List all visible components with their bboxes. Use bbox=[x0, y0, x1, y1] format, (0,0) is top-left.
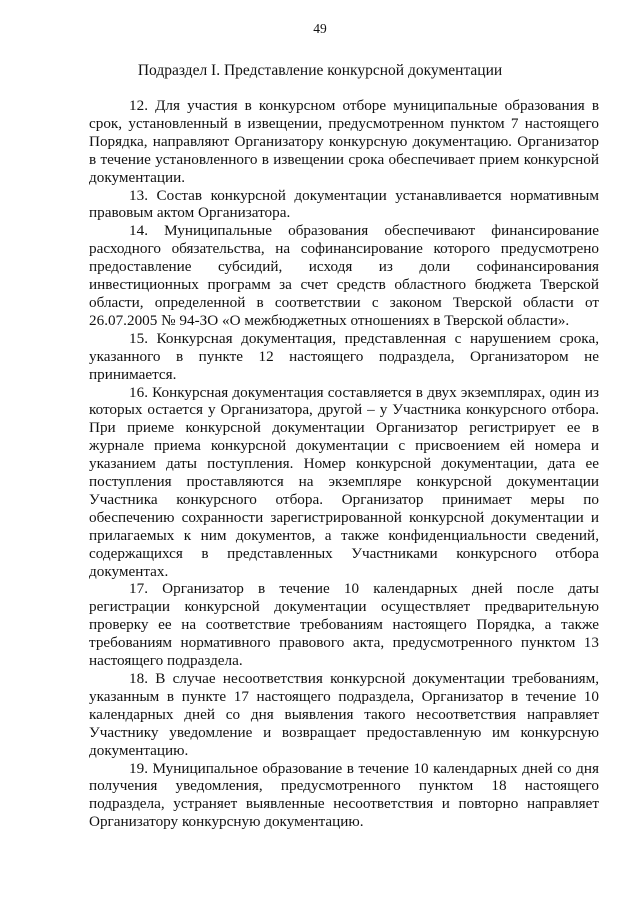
paragraph-14: 14. Муниципальные образования обеспечивают финансирование расходного обязательства, на софинансирование которого предусмотрено предоставление субсидий, исходя из доли софинансирования инвестиционных программ за счет средств областного бюджета Тверской области, определенной в соответствии с законом Тверской области от 26.07.2005 № 94-ЗО «О межбюджетных отношениях в Тверской области». bbox=[89, 222, 599, 329]
paragraph-19: 19. Муниципальное образование в течение 10 календарных дней со дня получения уведомления, предусмотренного пунктом 18 настоящего подраздела, устраняет выявленные несоответствия и повторно направляет Организатору конкурсную документацию. bbox=[89, 759, 599, 831]
document-body bbox=[89, 97, 599, 831]
paragraph-17: 17. Организатор в течение 10 календарных дней после даты регистрации конкурсной документации осуществляет предварительную проверку ее на соответствие требованиям настоящего Порядка, а также требованиям нормативного правового акта, предусмотренного пунктом 13 настоящего подраздела. bbox=[89, 580, 599, 670]
paragraph-12: 12. Для участия в конкурсном отборе муниципальные образования в срок, установленный в извещении, предусмотренном пунктом 7 настоящего Порядка, направляют Организатору конкурсную документацию. Организатор в течение установленного в извещении срока обеспечивает прием конкурсной документации. bbox=[89, 97, 599, 186]
paragraph-13: 13. Состав конкурсной документации устанавливается нормативным правовым актом Организатора. bbox=[89, 186, 599, 222]
paragraph-15: 15. Конкурсная документация, представленная с нарушением срока, указанного в пункте 12 настоящего подраздела, Организатором не принимается. bbox=[89, 329, 599, 383]
paragraph-18: 18. В случае несоответствия конкурсной документации требованиям, указанным в пункте 17 настоящего подраздела, Организатор в течение 10 календарных дней со дня выявления такого несоответствия направляет Участнику уведомление и возвращает предоставленную им конкурсную документацию. bbox=[89, 670, 599, 759]
page-number: 49 bbox=[313, 21, 327, 36]
section-title: Подраздел I. Представление конкурсной документации bbox=[137, 62, 503, 79]
paragraph-16: 16. Конкурсная документация составляется в двух экземплярах, один из которых остается у Организатора, другой – у Участника конкурсного отбора. При приеме конкурсной документации Организатор регистрирует ее в журнале приема конкурсной документации с присвоением ей номера и указанием даты поступления. Номер конкурсной документации, дата ее поступления проставляются на экземпляре конкурсной документации Участника конкурсного отбора. Организатор принимает меры по обеспечению сохранности зарегистрированной конкурсной документации и прилагаемых к ним документов, а также конфиденциальности сведений, содержащихся в представленных Участниками конкурсного отбора документах. bbox=[89, 383, 599, 580]
